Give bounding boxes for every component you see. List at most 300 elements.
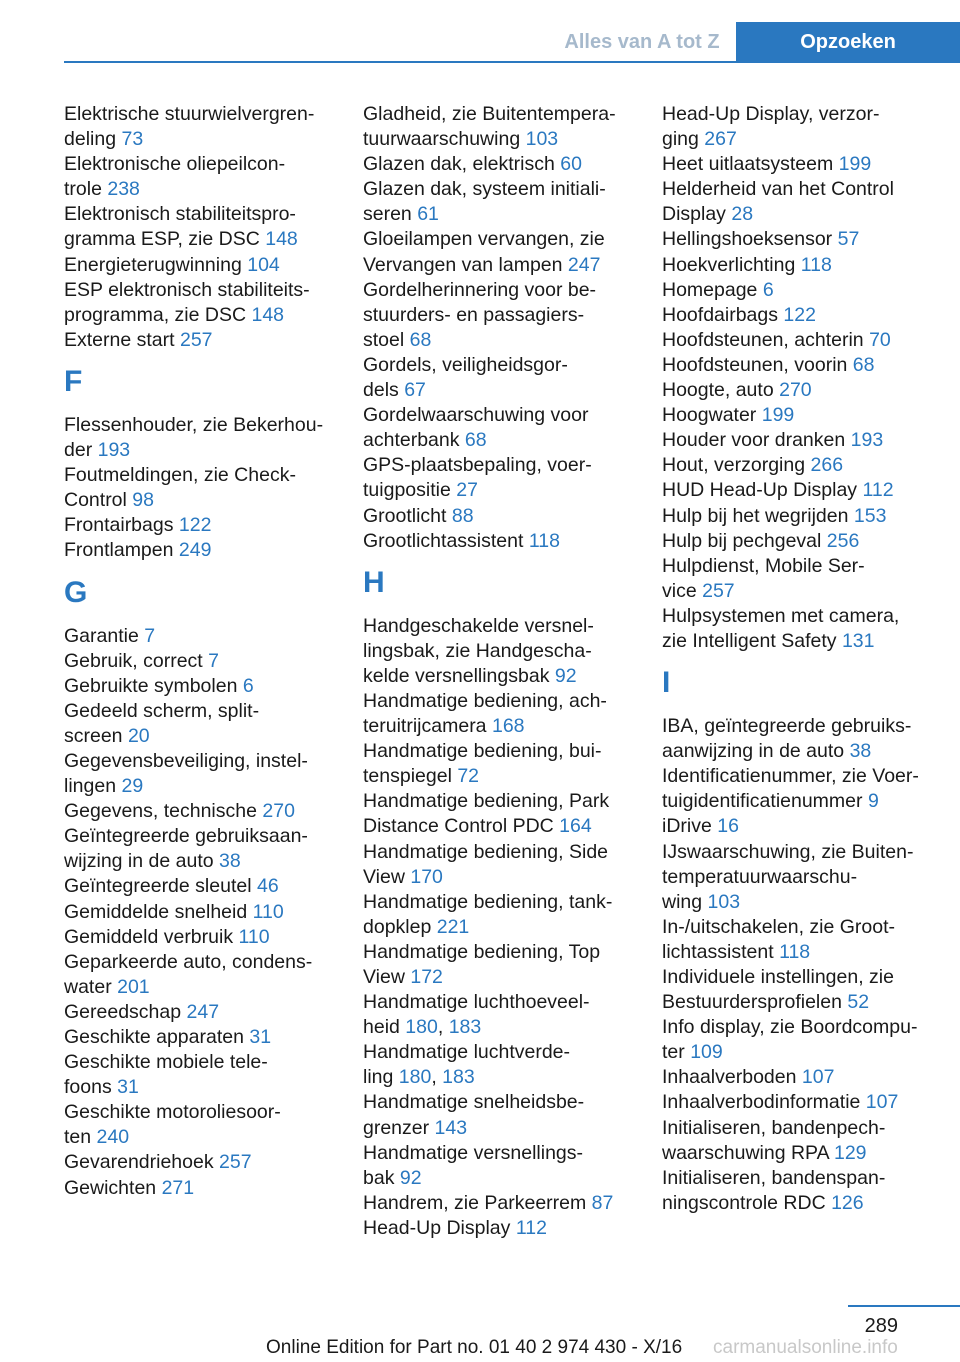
index-entry — [363, 1216, 643, 1241]
active-section-tab[interactable]: Opzoeken — [736, 22, 960, 62]
page-reference-link[interactable]: 267 — [704, 128, 737, 151]
index-entry-term: waarschuwing RPA — [662, 1141, 829, 1164]
index-entry — [662, 915, 942, 965]
index-entry — [662, 152, 942, 177]
index-entry-text — [64, 649, 344, 674]
index-entry-term: Gloeilampen vervangen, zie — [363, 228, 605, 251]
page-reference-link[interactable]: 266 — [810, 454, 844, 477]
page-reference-link[interactable]: 240 — [96, 1126, 130, 1149]
index-entry-text — [64, 874, 344, 899]
index-entry-term: Geschikte apparaten — [64, 1026, 244, 1048]
index-entry-term: Handmatige bediening, Top — [363, 940, 601, 963]
page-reference-link[interactable]: 270 — [262, 800, 295, 823]
index-entry-text — [662, 529, 942, 554]
index-entry — [662, 764, 942, 814]
page-reference-link[interactable]: 148 — [265, 228, 298, 251]
index-entry-text — [662, 604, 942, 629]
index-entry-term: wijzing in de auto — [64, 850, 214, 873]
page-reference-link[interactable]: 110 — [252, 900, 284, 923]
index-entry-text — [662, 1141, 942, 1166]
index-entry-term: foons — [64, 1076, 112, 1099]
index-entry — [363, 504, 643, 529]
index-entry-text — [64, 1125, 344, 1150]
index-entry-term: tuurwaarschuwing — [363, 128, 521, 151]
index-entry-term: Handmatige luchthoeveel- — [363, 991, 590, 1014]
index-entry-text — [64, 799, 344, 824]
index-entry — [662, 714, 942, 764]
page-reference-link[interactable]: 183 — [448, 1016, 482, 1039]
index-entry-text — [64, 1025, 344, 1050]
index-entry-text — [662, 1191, 942, 1216]
index-entry-text — [662, 865, 942, 890]
page-reference-link[interactable]: 257 — [219, 1151, 252, 1174]
page-reference-link[interactable]: 88 — [451, 504, 474, 527]
page-reference-link[interactable]: 103 — [525, 128, 559, 151]
index-entry-term: ling — [363, 1066, 394, 1089]
page-reference-link[interactable]: 118 — [800, 253, 832, 276]
index-entry — [662, 554, 942, 604]
page-reference-link[interactable]: 247 — [186, 1000, 220, 1023]
index-entry-term: Control — [64, 489, 127, 512]
index-entry — [363, 940, 643, 990]
index-entry — [64, 824, 344, 874]
index-entry — [363, 1191, 643, 1216]
page-reference-link[interactable]: 221 — [436, 915, 470, 938]
index-entry-term: Externe start — [64, 328, 175, 351]
index-entry-term: lingsbak, zie Handgescha- — [363, 639, 592, 662]
index-entry — [64, 413, 344, 463]
index-entry — [64, 925, 344, 950]
page-reference-link[interactable]: 6 — [242, 674, 254, 697]
page-reference-link[interactable]: 118 — [779, 940, 811, 963]
page-reference-link[interactable]: 38 — [849, 740, 872, 763]
page-reference-link[interactable]: 31 — [117, 1076, 139, 1099]
index-entry-term: temperatuurwaarschu- — [662, 865, 858, 888]
page-reference-link[interactable]: 73 — [121, 128, 144, 151]
index-entry-text — [64, 824, 344, 849]
index-entry-term: Elektrische stuurwielvergren- — [64, 103, 315, 125]
index-entry-text — [662, 453, 942, 478]
index-entry — [363, 529, 643, 554]
page-reference-link[interactable]: 61 — [417, 203, 439, 226]
page-reference-link[interactable]: 92 — [554, 664, 577, 687]
index-entry-term: Garantie — [64, 624, 139, 647]
index-entry-term: ging — [662, 128, 699, 151]
index-entry-term: Identificatienummer, zie Voer- — [662, 765, 919, 788]
page-reference-link[interactable]: 68 — [409, 328, 432, 351]
page-reference-link[interactable]: 20 — [127, 724, 150, 747]
index-entry-text — [363, 639, 643, 664]
index-entry — [64, 253, 344, 278]
index-entry-term: der — [64, 439, 93, 462]
page-reference-link[interactable]: 27 — [456, 479, 478, 502]
index-entry-text — [363, 915, 643, 940]
index-entry-term: heid — [363, 1016, 400, 1039]
index-entry-text — [64, 328, 344, 353]
index-entry — [363, 102, 643, 152]
index-entry — [64, 1050, 344, 1100]
footer-rule — [848, 1305, 960, 1307]
index-entry-term: HUD Head-Up Display — [662, 479, 858, 502]
index-entry-text — [662, 1090, 942, 1115]
index-entry-text — [363, 177, 643, 202]
index-entry — [64, 1000, 344, 1025]
index-entry-text — [662, 1015, 942, 1040]
index-entry-term: Vervangen van lampen — [363, 253, 563, 276]
page-reference-link[interactable]: 170 — [410, 865, 443, 888]
index-entry-term: water — [64, 975, 112, 998]
page-reference-link[interactable]: 193 — [850, 429, 884, 452]
index-entry-term: teruitrijcamera — [363, 715, 487, 738]
index-entry — [662, 353, 942, 378]
page-reference-link[interactable]: 193 — [97, 439, 131, 462]
index-entry-text — [662, 478, 942, 503]
index-entry-term: Handmatige bediening, Side — [363, 840, 609, 863]
page-reference-link[interactable]: 257 — [179, 328, 213, 351]
index-entry — [64, 900, 344, 925]
index-entry-text — [363, 278, 643, 303]
index-entry-term: lingen — [64, 775, 117, 798]
index-entry-term: Distance Control PDC — [363, 815, 554, 838]
index-entry — [64, 152, 344, 202]
index-entry-term: dopklep — [363, 915, 432, 938]
page-reference-link[interactable]: 199 — [838, 153, 872, 176]
index-entry-term: Glazen dak, elektrisch — [363, 153, 555, 176]
index-entry-text — [662, 328, 942, 353]
index-entry-term: Frontairbags — [64, 514, 174, 537]
index-entry-text — [64, 177, 344, 202]
index-letter-heading: F — [64, 364, 83, 398]
index-entry-term: ten — [64, 1126, 92, 1149]
page-reference-link[interactable]: 72 — [457, 765, 480, 788]
index-entry-text — [363, 990, 643, 1015]
page-reference-link[interactable]: 104 — [247, 253, 280, 276]
index-entry-term: Gemiddelde snelheid — [64, 900, 248, 923]
index-entry-term: dels — [363, 379, 399, 402]
index-entry — [662, 227, 942, 252]
index-entry-term: Hulpsystemen met camera, — [662, 604, 900, 627]
index-entry-term: Gegevensbeveiliging, instel- — [64, 749, 308, 772]
page-reference-link[interactable]: 180 — [405, 1016, 438, 1039]
index-entry-term: programma, zie DSC — [64, 303, 247, 326]
index-entry-term: Gegevens, technische — [64, 800, 257, 823]
page-reference-link[interactable]: 201 — [117, 975, 150, 998]
page-reference-link[interactable]: 107 — [801, 1066, 835, 1089]
index-entry-term: tenspiegel — [363, 765, 452, 788]
index-entry-text — [363, 1216, 643, 1241]
index-entry-text — [662, 152, 942, 177]
page-reference-link[interactable]: 7 — [144, 624, 156, 647]
index-entry-text — [662, 127, 942, 152]
index-entry-text: heid 180, 183 — [363, 1016, 482, 1039]
index-entry-term: vice — [662, 579, 697, 602]
index-entry-term: Hoekverlichting — [662, 253, 796, 276]
index-entry — [363, 739, 643, 789]
index-entry-term: Bestuurdersprofielen — [662, 991, 842, 1014]
index-entry-term: Head-Up Display — [363, 1216, 511, 1239]
index-entry-text — [64, 950, 344, 975]
index-entry-term: bak — [363, 1166, 395, 1189]
index-entry-term: aanwijzing in de auto — [662, 740, 845, 763]
index-entry — [363, 227, 643, 277]
page-reference-link[interactable]: 70 — [869, 328, 891, 351]
index-entry-term: Frontlampen — [64, 539, 174, 562]
index-entry-term: Grootlichtassistent — [363, 529, 524, 552]
index-entry — [363, 1040, 643, 1090]
index-entry — [662, 278, 942, 303]
index-entry-text — [64, 849, 344, 874]
page-reference-link[interactable]: 256 — [826, 529, 860, 552]
index-entry-term: Hoofdairbags — [662, 303, 778, 326]
page-reference-link[interactable]: 247 — [567, 253, 601, 276]
index-entry-term: Elektronische oliepeilcon- — [64, 153, 286, 176]
index-entry-term: Head-Up Display, verzor- — [662, 103, 880, 125]
index-entry-text — [662, 714, 942, 739]
index-entry — [662, 529, 942, 554]
index-entry-text — [662, 253, 942, 278]
index-column-1 — [64, 102, 344, 1201]
index-entry-text — [64, 699, 344, 724]
index-entry-term: iDrive — [662, 815, 712, 838]
index-entry-term: Hoofdsteunen, achterin — [662, 328, 864, 351]
page-reference-link[interactable]: 31 — [249, 1026, 272, 1048]
index-entry-term: kelde versnellingsbak — [363, 664, 550, 687]
index-entry — [662, 1015, 942, 1065]
index-entry-term: ningscontrole RDC — [662, 1191, 826, 1214]
index-entry-text — [363, 529, 643, 554]
index-entry-text — [64, 463, 344, 488]
page-reference-link[interactable]: 271 — [161, 1176, 195, 1199]
page-reference-link[interactable]: 92 — [399, 1166, 422, 1189]
index-entry-term: Geschikte motoroliesoor- — [64, 1101, 281, 1124]
index-entry-term: Hulpdienst, Mobile Ser- — [662, 554, 865, 577]
index-column-2 — [363, 102, 643, 1241]
page-reference-link[interactable]: 87 — [591, 1191, 614, 1214]
index-entry — [662, 965, 942, 1015]
page-reference-link[interactable]: 164 — [559, 815, 592, 838]
index-entry-term: Handmatige versnellings- — [363, 1141, 584, 1164]
index-entry-term: gramma ESP, zie DSC — [64, 228, 260, 251]
index-entry-text — [363, 1116, 643, 1141]
page-reference-link[interactable]: 98 — [132, 489, 154, 512]
index-entry-text — [64, 1000, 344, 1025]
index-entry-term: In-/uitschakelen, zie Groot- — [662, 915, 896, 938]
index-entry — [363, 353, 643, 403]
index-entry-term: View — [363, 966, 405, 988]
index-entry-term: Gemiddeld verbruik — [64, 925, 234, 948]
page-reference-link[interactable]: 38 — [219, 850, 241, 873]
index-entry-text — [64, 202, 344, 227]
index-entry-term: Foutmeldingen, zie Check- — [64, 464, 296, 487]
index-entry-text — [64, 152, 344, 177]
page-reference-link[interactable]: 143 — [434, 1116, 468, 1139]
index-entry-term: Info display, zie Boordcompu- — [662, 1016, 918, 1039]
index-entry-text — [64, 624, 344, 649]
index-entry-text — [363, 152, 643, 177]
index-entry-term: Hoogte, auto — [662, 379, 774, 402]
page-reference-link[interactable]: 112 — [515, 1216, 547, 1239]
index-entry — [64, 1176, 344, 1201]
index-entry-term: Inhaalverbodinformatie — [662, 1091, 861, 1114]
edition-note: Online Edition for Part no. 01 40 2 974 430 - X/16 — [266, 1337, 683, 1358]
index-entry — [363, 152, 643, 177]
page-reference-link[interactable]: 16 — [717, 815, 739, 838]
page-reference-link[interactable]: 126 — [831, 1191, 864, 1214]
index-entry-text — [363, 1040, 643, 1065]
page-reference-link[interactable]: 153 — [853, 504, 887, 527]
index-entry-term: Handmatige snelheidsbe- — [363, 1091, 585, 1114]
page-reference-link[interactable]: 257 — [702, 579, 735, 602]
index-entry-text — [363, 303, 643, 328]
index-entry-text — [363, 689, 643, 714]
index-entry-text — [363, 664, 643, 689]
index-entry-text — [64, 724, 344, 749]
index-entry — [64, 1150, 344, 1175]
page-reference-link[interactable]: 29 — [121, 775, 144, 798]
page-reference-link[interactable]: 110 — [238, 925, 270, 948]
page-reference-link[interactable]: 107 — [865, 1091, 899, 1114]
page-reference-link[interactable]: 129 — [833, 1141, 867, 1164]
index-entry-text — [363, 814, 643, 839]
page-reference-link[interactable]: 6 — [762, 278, 774, 301]
page-reference-link[interactable]: 52 — [847, 991, 870, 1014]
index-entry-text: ling 180, 183 — [363, 1066, 475, 1089]
index-entry-text — [64, 1100, 344, 1125]
page-reference-link[interactable]: 122 — [178, 514, 212, 537]
index-entry-text — [662, 1065, 942, 1090]
index-entry-term: Hoogwater — [662, 404, 757, 427]
index-entry — [662, 1065, 942, 1090]
page-reference-link[interactable]: 9 — [867, 790, 879, 813]
page-reference-link[interactable]: 183 — [442, 1066, 475, 1089]
index-entry-text — [363, 840, 643, 865]
index-entry — [64, 950, 344, 1000]
index-entry — [662, 453, 942, 478]
index-entry-text — [64, 513, 344, 538]
page-reference-link[interactable]: 131 — [841, 629, 875, 652]
index-entry — [64, 463, 344, 513]
index-entry — [363, 1141, 643, 1191]
page-reference-link[interactable]: 68 — [464, 429, 487, 452]
page-reference-link[interactable]: 67 — [404, 379, 426, 402]
page-reference-link[interactable]: 57 — [837, 228, 860, 251]
index-entry-term: Handmatige bediening, Park — [363, 790, 610, 813]
page-reference-link[interactable]: 270 — [779, 379, 812, 402]
page-reference-link[interactable]: 28 — [731, 203, 754, 226]
index-entry-text — [662, 739, 942, 764]
index-entry-text — [662, 629, 942, 654]
index-entry — [363, 990, 643, 1040]
index-entry — [662, 1166, 942, 1216]
index-entry-text — [363, 127, 643, 152]
index-entry-term: stuurders- en passagiers- — [363, 303, 585, 326]
index-entry-text — [363, 202, 643, 227]
page-reference-link[interactable]: 7 — [208, 649, 219, 672]
index-entry-text — [363, 1090, 643, 1115]
index-entry — [64, 328, 344, 353]
index-entry-term: Hulp bij het wegrijden — [662, 504, 849, 527]
index-entry-text — [64, 925, 344, 950]
watermark: carmanualsonline.info — [713, 1337, 898, 1358]
index-entry-text — [662, 764, 942, 789]
index-entry-term: Initialiseren, bandenspan- — [662, 1166, 886, 1189]
index-entry — [64, 1100, 344, 1150]
index-entry-text — [662, 403, 942, 428]
index-entry — [64, 699, 344, 749]
index-entry-term: lichtassistent — [662, 940, 774, 963]
index-entry-text — [64, 488, 344, 513]
index-entry-term: screen — [64, 724, 123, 747]
index-entry-term: Geschikte mobiele tele- — [64, 1051, 268, 1074]
index-entry — [363, 177, 643, 227]
index-entry-text — [64, 102, 344, 127]
index-entry-text — [64, 1176, 344, 1201]
index-entry-text — [64, 438, 344, 463]
index-entry-text — [662, 915, 942, 940]
index-entry — [64, 874, 344, 899]
page-reference-link[interactable]: 118 — [528, 529, 560, 552]
index-entry-text — [662, 579, 942, 604]
index-entry-text — [662, 840, 942, 865]
page-reference-link[interactable]: 249 — [178, 539, 212, 562]
index-entry-term: Initialiseren, bandenpech- — [662, 1116, 886, 1139]
index-entry-term: Display — [662, 203, 726, 226]
index-entry-text — [64, 975, 344, 1000]
page-reference-link[interactable]: 148 — [251, 303, 285, 326]
index-entry — [363, 840, 643, 890]
page-reference-link[interactable]: 172 — [410, 966, 443, 988]
page-reference-link[interactable]: 60 — [560, 153, 582, 176]
page-reference-link[interactable]: 238 — [107, 178, 140, 201]
index-entry-term: Hellingshoeksensor — [662, 228, 833, 251]
page-reference-link[interactable]: 46 — [256, 875, 279, 898]
page-reference-link[interactable]: 68 — [852, 353, 875, 376]
index-entry-term: Grootlicht — [363, 504, 447, 527]
index-entry-term: Handgeschakelde versnel- — [363, 614, 594, 637]
index-entry-term: achterbank — [363, 429, 460, 452]
index-entry-text — [662, 1040, 942, 1065]
section-tab[interactable]: Alles van A tot Z — [564, 31, 720, 53]
index-entry — [662, 102, 942, 152]
index-entry-text — [363, 865, 643, 890]
index-entry — [363, 1090, 643, 1140]
index-entry-text — [363, 378, 643, 403]
index-entry-text — [363, 102, 643, 127]
index-entry-text — [662, 990, 942, 1015]
page-reference-link[interactable]: 103 — [707, 890, 741, 913]
page-reference-link[interactable]: 109 — [690, 1041, 723, 1064]
index-entry-term: Gedeeld scherm, split- — [64, 699, 260, 722]
index-entry-term: Heet uitlaatsysteem — [662, 153, 834, 176]
index-entry-term: Hoofdsteunen, voorin — [662, 353, 848, 376]
index-entry-text — [662, 102, 942, 127]
index-entry — [662, 840, 942, 915]
index-entry — [662, 378, 942, 403]
index-entry-term: Handrem, zie Parkeerrem — [363, 1191, 587, 1214]
index-entry — [662, 1116, 942, 1166]
page-reference-link[interactable]: 112 — [862, 479, 894, 502]
page-reference-link[interactable]: 122 — [783, 303, 816, 326]
index-letter-heading: I — [662, 666, 671, 700]
page-reference-link[interactable]: 168 — [491, 715, 525, 738]
page-reference-link[interactable]: 199 — [761, 404, 795, 427]
index-entry-text — [662, 814, 942, 839]
index-entry-text — [662, 890, 942, 915]
index-entry-text — [662, 789, 942, 814]
page-reference-link[interactable]: 180 — [398, 1066, 432, 1089]
index-entry-term: Gereedschap — [64, 1000, 182, 1023]
index-entry-text — [64, 127, 344, 152]
